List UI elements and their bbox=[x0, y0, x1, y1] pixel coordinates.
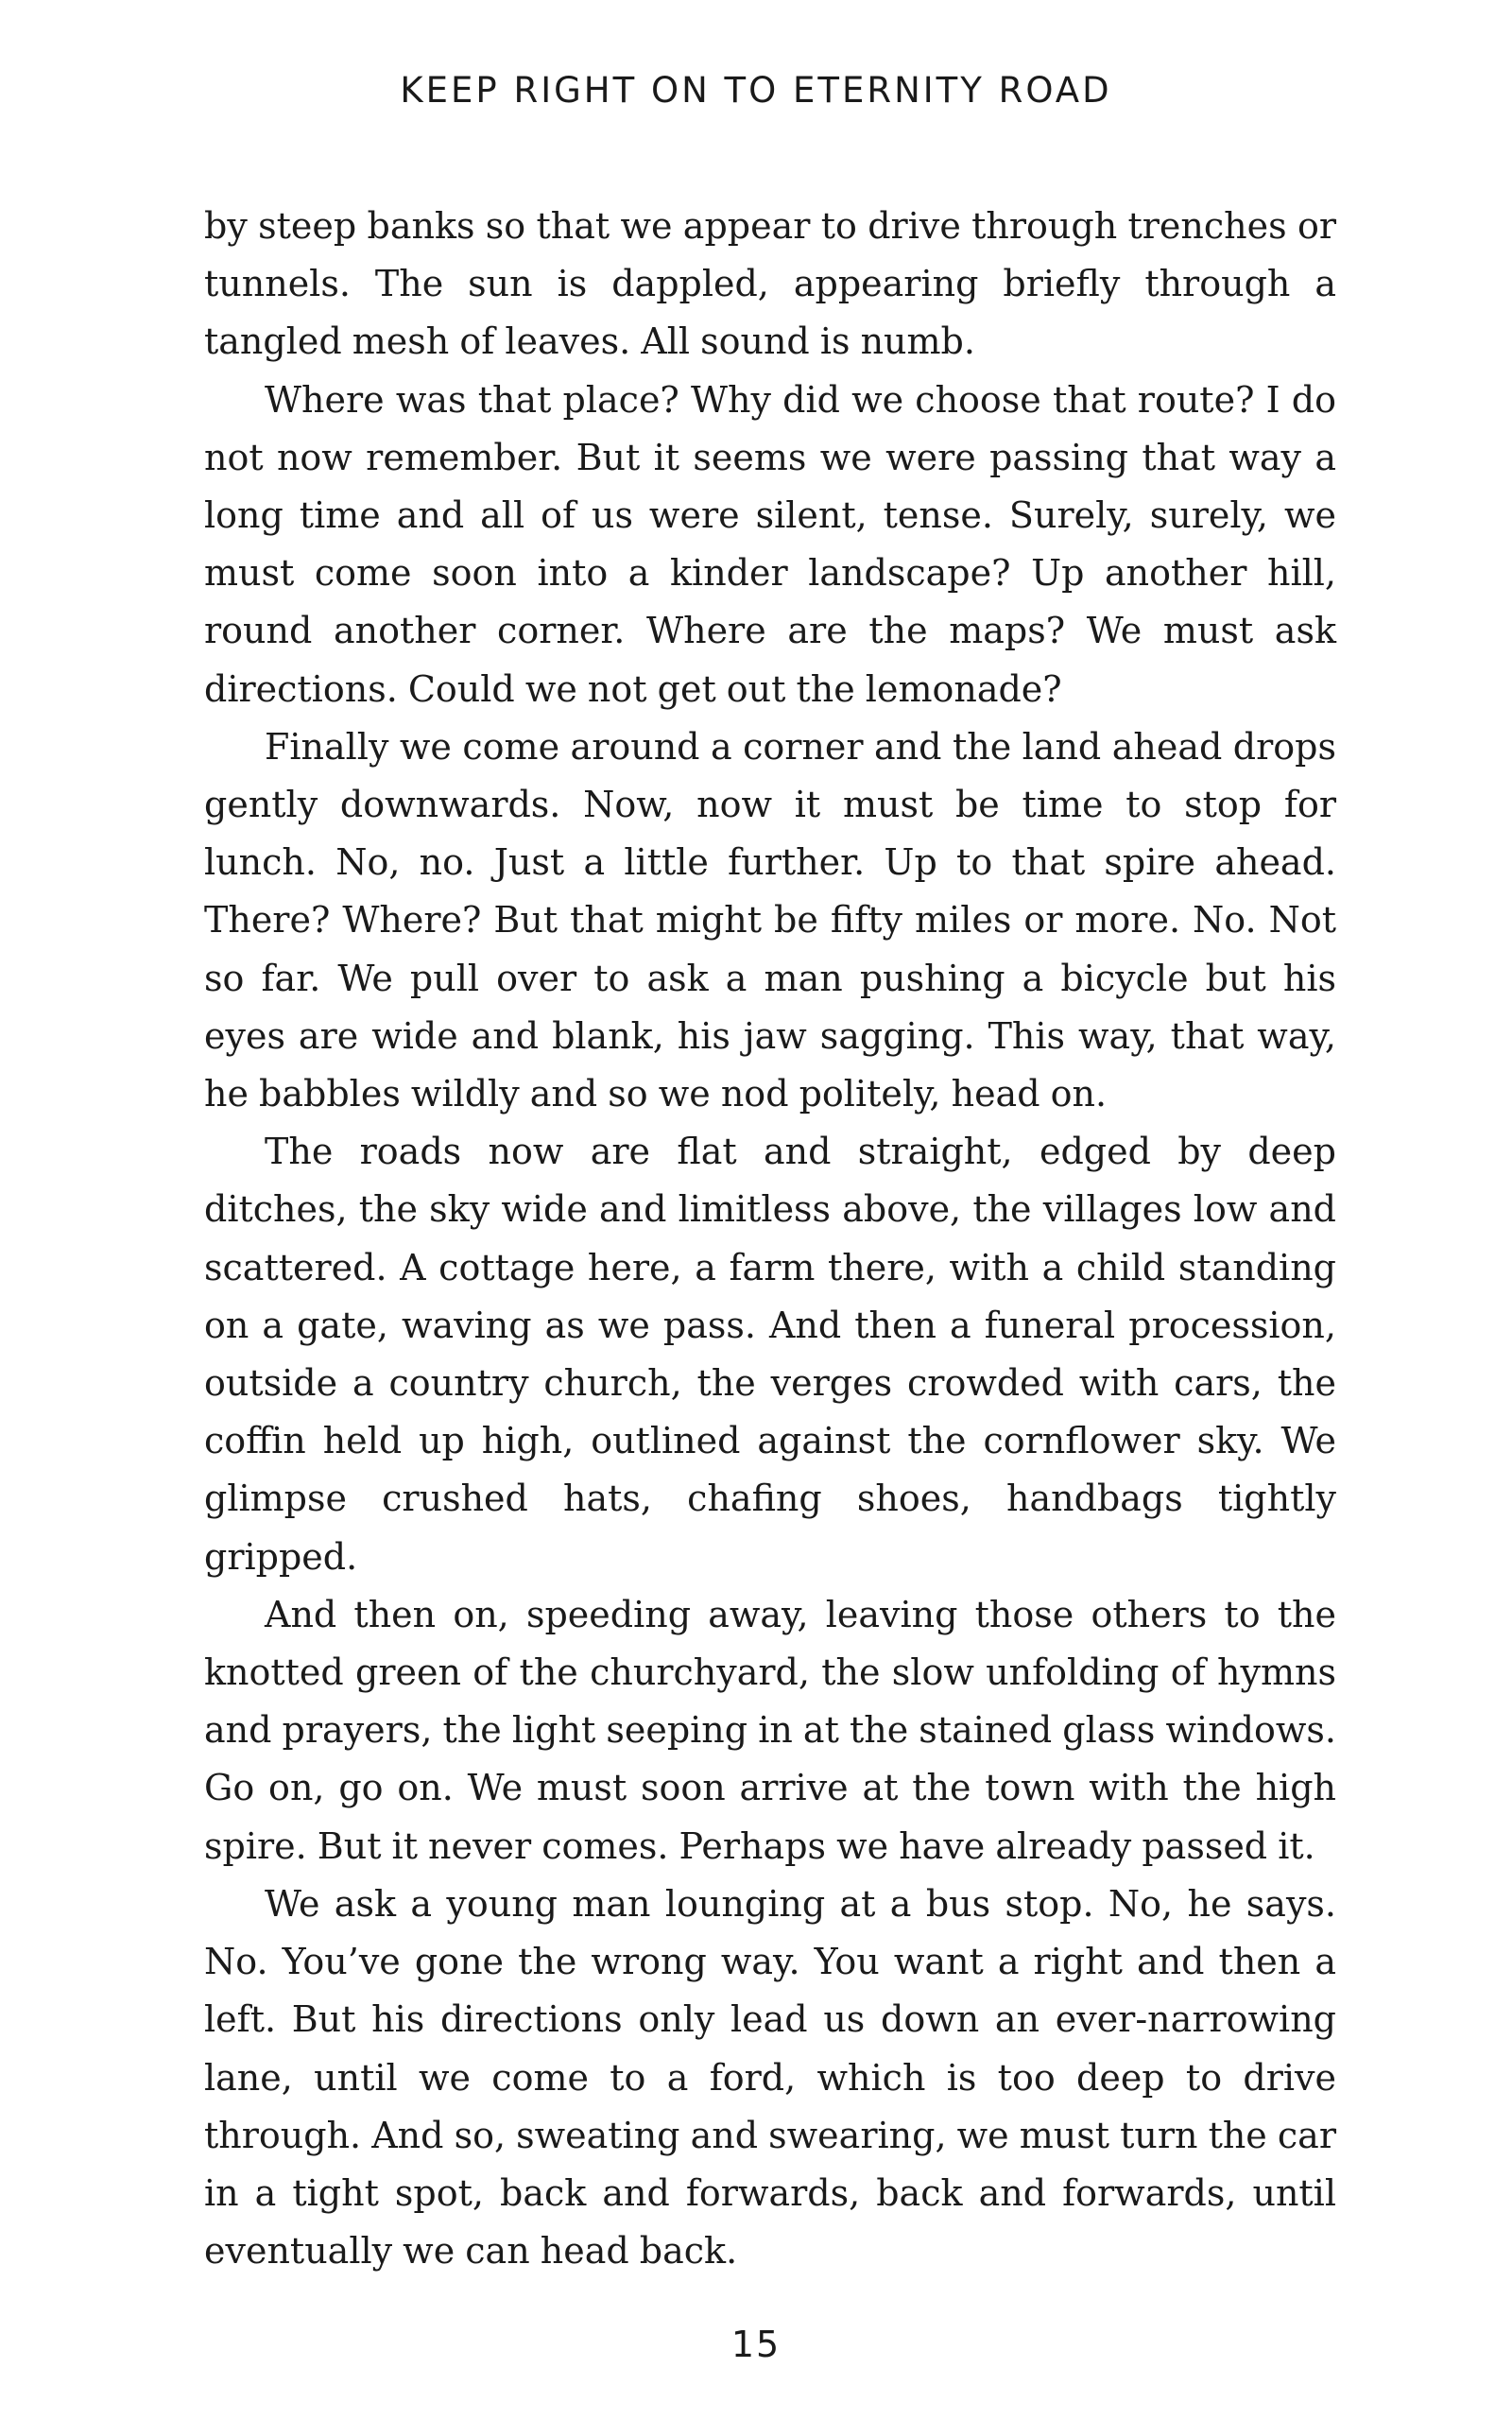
running-header: KEEP RIGHT ON TO ETERNITY ROAD bbox=[400, 70, 1112, 111]
paragraph-6: We ask a young man lounging at a bus stop. No, he says. No. You’ve gone the wrong way. You want a right and then a left. But his directions only lead us down an ever-narrowing lane, until we come to a ford, which is too deep to drive through. And so, sweating and swearing, we must turn the car in a tight spot, back and forwards, back and forwards, until eventually we can head back. bbox=[204, 1882, 1336, 2273]
paragraph-2: Where was that place? Why did we choose that route? I do not now remember. But it seems we were passing that way a long time and all of us were silent, tense. Surely, surely, we must come soon into a kinder landscape? Up another hill, round another corner. Where are the maps? We must ask directions. Could we not get out the lemonade? bbox=[204, 378, 1336, 710]
paragraph-5: And then on, speeding away, leaving those others to the knotted green of the churchyard, the slow unfolding of hymns and prayers, the light seeping in at the stained glass windows. Go on, go on. We must soon arrive at the town with the high spire. But it never comes. Perhaps we have already passed it. bbox=[204, 1593, 1336, 1867]
body-text bbox=[204, 198, 1336, 2280]
page-number: 15 bbox=[730, 2324, 782, 2365]
paragraph-3: Finally we come around a corner and the land ahead drops gently downwards. Now, now it must be time to stop for lunch. No, no. Just a little further. Up to that spire ahead. There? Where? But that might be fifty miles or more. No. Not so far. We pull over to ask a man pushing a bicycle but his eyes are wide and blank, his jaw sagging. This way, that way, he babbles wildly and so we nod politely, head on. bbox=[204, 725, 1336, 1115]
paragraph-1: by steep banks so that we appear to drive through trenches or tunnels. The sun is dappled, appearing briefly through a tangled mesh of leaves. All sound is numb. bbox=[204, 205, 1336, 363]
paragraph-4: The roads now are flat and straight, edged by deep ditches, the sky wide and limitless above, the villages low and scattered. A cottage here, a farm there, with a child standing on a gate, waving as we pass. And then a funeral procession, outside a country church, the verges crowded with cars, the coffin held up high, outlined against the cornflower sky. We glimpse crushed hats, chafing shoes, handbags tightly gripped. bbox=[204, 1131, 1336, 1578]
